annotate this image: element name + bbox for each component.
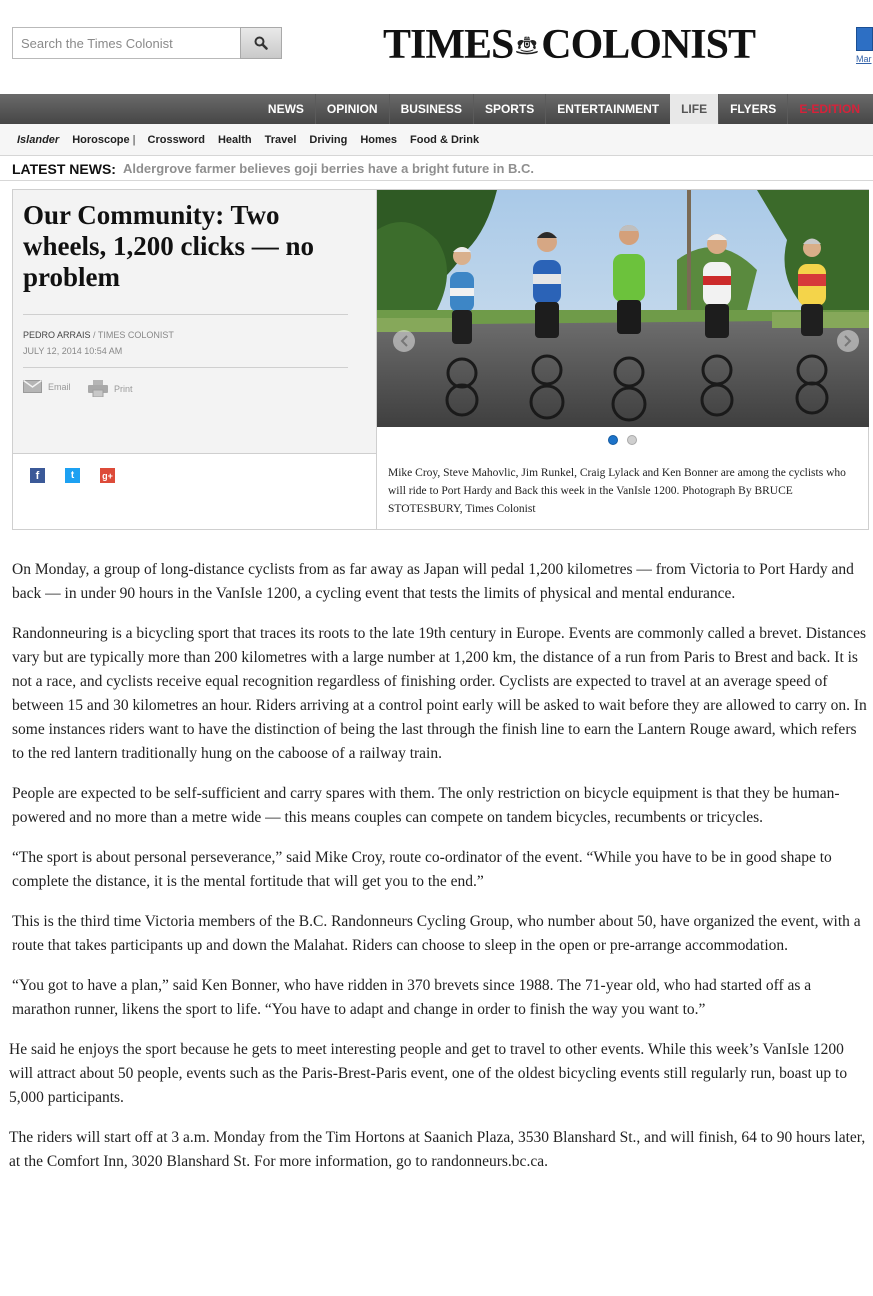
article-body bbox=[9, 558, 870, 1190]
nav-item-flyers[interactable]: FLYERS bbox=[718, 94, 787, 124]
body-paragraph: The riders will start off at 3 a.m. Monday from the Tim Hortons at Saanich Plaza, 3530 Blanshard St., and will finish, 64 to 90 hours later, at the Comfort Inn, 3020 Blanshard St. For more information, go to randonneurs.bc.ca. bbox=[9, 1129, 866, 1170]
crest-icon bbox=[513, 19, 541, 71]
slide-dot-2[interactable] bbox=[627, 435, 637, 445]
section-subnav bbox=[0, 124, 873, 156]
print-icon bbox=[88, 380, 108, 397]
nav-item-sports[interactable]: SPORTS bbox=[473, 94, 545, 124]
logo-word-times: TIMES bbox=[383, 22, 514, 68]
search-input[interactable] bbox=[13, 28, 240, 58]
email-label: Email bbox=[48, 381, 71, 392]
main-nav bbox=[0, 94, 873, 124]
article-photo[interactable] bbox=[377, 190, 869, 427]
photo-caption: Mike Croy, Steve Mahovlic, Jim Runkel, Craig Lylack and Ken Bonner are among the cyclists who will ride to Port Hardy and Back this week in the VanIsle 1200. Photograph By BRUCE STOTESBURY, Times Colonist bbox=[388, 467, 846, 515]
subnav-item-homes[interactable]: Homes bbox=[360, 133, 398, 146]
twitter-icon: t bbox=[70, 470, 75, 481]
nav-item-e-edition[interactable]: E-EDITION bbox=[787, 94, 873, 124]
author-name[interactable]: PEDRO ARRAIS bbox=[23, 330, 91, 340]
article-headline: Our Community: Two wheels, 1,200 clicks — no problem bbox=[23, 200, 315, 292]
chevron-left-icon bbox=[400, 335, 408, 347]
chevron-right-icon bbox=[844, 335, 852, 347]
slide-dot-1[interactable] bbox=[608, 435, 618, 445]
latest-news-label: LATEST NEWS: bbox=[12, 160, 116, 177]
byline bbox=[23, 330, 174, 340]
body-paragraph: He said he enjoys the sport because he gets to meet interesting people and get to travel to other events. While this week’s VanIsle 1200 will attract about 50 people, events such as the Paris-Brest-Paris event, one of the oldest bicycling events still regularly run, boast up to 5,000 participants. bbox=[9, 1041, 848, 1106]
search-button[interactable] bbox=[240, 27, 282, 59]
slide-next-button[interactable] bbox=[837, 330, 859, 352]
corner-promo-button[interactable] bbox=[856, 27, 873, 51]
nav-item-opinion[interactable]: OPINION bbox=[315, 94, 389, 124]
body-paragraph: Randonneuring is a bicycling sport that traces its roots to the late 19th century in Europe. Events are commonly called a brevet. Distances vary but are typically more than 200 kilometres with a large number at 1,200 km, the distance of a run from Paris to Brest and back. It is not a race, and cyclists receive equal recognition regardless of finishing order. Cyclists are expected to travel at an average speed of between 15 and 30 kilometres an hour. Riders arriving at a control point early will be asked to wait before they are allowed to carry on. In some instances riders want to have the distinction of being the last through the finish line to earn the Lantern Rouge award, which refers to the red lantern traditionally hung on the caboose of a railway train. bbox=[12, 625, 867, 762]
nav-item-news[interactable]: NEWS bbox=[267, 102, 304, 116]
email-icon bbox=[23, 380, 42, 393]
divider bbox=[23, 314, 348, 315]
email-button[interactable] bbox=[23, 380, 71, 393]
nav-item-business[interactable]: BUSINESS bbox=[389, 94, 473, 124]
slide-indicator bbox=[608, 435, 637, 445]
subnav-item-islander[interactable]: Islander bbox=[17, 133, 60, 146]
print-label: Print bbox=[114, 383, 133, 394]
body-paragraph: People are expected to be self-sufficient and carry spares with them. The only restriction on bicycle equipment is that they be human- powered and no more than a metre wide — this means couples can compete on tandem bicycles, recumbents or tricycles. bbox=[12, 785, 840, 826]
subnav-item-horoscope[interactable]: Horoscope bbox=[72, 133, 130, 146]
body-paragraph: On Monday, a group of long-distance cyclists from as far away as Japan will pedal 1,200 kilometres — from Victoria to Port Hardy and back — in under 90 hours in the VanIsle 1200, a cycling event that tests the limits of physical and mental endurance. bbox=[12, 561, 854, 602]
headline-panel bbox=[13, 190, 377, 454]
search-box[interactable] bbox=[12, 27, 241, 59]
twitter-share-button[interactable] bbox=[65, 468, 80, 483]
subnav-item-driving[interactable]: Driving bbox=[309, 133, 348, 146]
article-header-box bbox=[12, 189, 869, 530]
logo-word-colonist: COLONIST bbox=[541, 22, 755, 68]
body-paragraph: “You got to have a plan,” said Ken Bonner, who have ridden in 370 brevets since 1988. The 71-year old, who had started off as a marathon runner, likens the sport to life. “You have to adapt and change in order to finish the way you want to.” bbox=[12, 977, 812, 1018]
masthead-logo[interactable] bbox=[383, 18, 755, 72]
body-paragraph: This is the third time Victoria members of the B.C. Randonneurs Cycling Group, who number about 50, have organized the event, with a route that takes participants up and down the Malahat. Riders can choose to sleep in the open or pre-arrange accommodation. bbox=[12, 913, 861, 954]
googleplus-icon: g+ bbox=[102, 470, 113, 481]
publication-name: / TIMES COLONIST bbox=[93, 330, 174, 340]
divider bbox=[23, 367, 348, 368]
googleplus-share-button[interactable] bbox=[100, 468, 115, 483]
subnav-item-food-drink[interactable]: Food & Drink bbox=[410, 133, 480, 146]
publish-date: JULY 12, 2014 10:54 AM bbox=[23, 346, 123, 356]
subnav-item-crossword[interactable]: Crossword bbox=[147, 133, 205, 146]
latest-news-headline[interactable]: Aldergrove farmer believes goji berries have a bright future in B.C. bbox=[122, 161, 535, 176]
corner-promo-link[interactable]: Mar bbox=[856, 54, 872, 64]
body-paragraph: “The sport is about personal perseverance,” said Mike Croy, route co-ordinator of the event. “While you have to be in good shape to complete the distance, it is the mental fortitude that will get you to the end.” bbox=[12, 849, 832, 890]
subnav-item-travel[interactable]: Travel bbox=[264, 133, 297, 146]
facebook-share-button[interactable] bbox=[30, 468, 45, 483]
nav-item-life[interactable]: LIFE bbox=[670, 94, 718, 124]
social-share-panel bbox=[13, 454, 377, 530]
latest-news-ticker bbox=[0, 157, 873, 181]
subnav-separator: | bbox=[132, 133, 136, 146]
print-button[interactable] bbox=[88, 380, 133, 397]
nav-item-entertainment[interactable]: ENTERTAINMENT bbox=[545, 94, 670, 124]
facebook-icon: f bbox=[35, 469, 40, 482]
search-icon bbox=[254, 36, 268, 50]
subnav-item-health[interactable]: Health bbox=[217, 133, 252, 146]
slide-prev-button[interactable] bbox=[393, 330, 415, 352]
